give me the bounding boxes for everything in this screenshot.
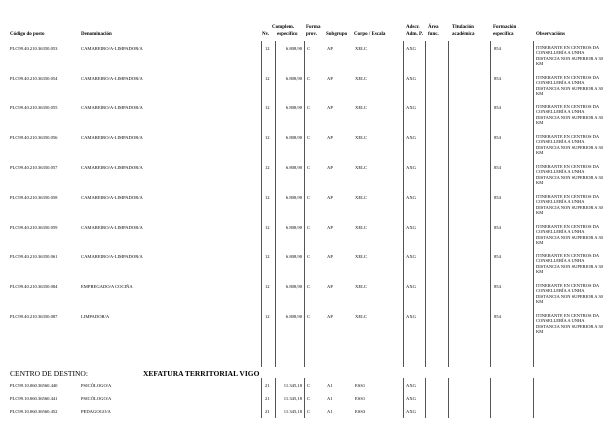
row-subgrupo: AP: [327, 105, 333, 110]
row-corpo: XELC: [355, 46, 367, 51]
destino-name: XEFATURA TERRITORIAL VIGO: [143, 369, 260, 378]
row-adscr: AXG: [406, 396, 416, 401]
row-level: 12: [265, 135, 270, 140]
row-forma: C: [307, 76, 311, 81]
row-forma: C: [307, 383, 311, 388]
header-complemento-1: Complem.: [272, 25, 295, 30]
row-amount: 11.345,18: [283, 383, 302, 388]
row-corpo: XELC: [355, 225, 367, 230]
row-adscr: AXG: [406, 225, 416, 230]
row-code: PLC99.40.210.36350.055: [10, 105, 58, 110]
row-formacion: 854: [494, 46, 501, 51]
row-adscr: AXG: [406, 284, 416, 289]
row-level: 12: [265, 165, 270, 170]
row-corpo: XELC: [355, 314, 367, 319]
row-amount: 6.808,90: [285, 135, 302, 140]
row-corpo: XELC: [355, 254, 367, 259]
column-divider: [533, 41, 534, 367]
row-adscr: AXG: [406, 409, 416, 414]
row-observacions: ITINERANTE EN CENTROS DA CONSELLERÍA A UNHA DISTANCIA NON SUPERIOR A 30 KM: [536, 104, 603, 125]
row-denomination: CAMAREIRO/A-LIMPADOR/A: [81, 195, 143, 200]
destino-label: CENTRO DE DESTINO:: [10, 369, 88, 378]
row-adscr: AXG: [406, 383, 416, 388]
row-corpo: XELC: [355, 135, 367, 140]
row-adscr: AXG: [406, 76, 416, 81]
row-corpo: XELC: [355, 165, 367, 170]
row-denomination: CAMAREIRO/A-LIMPADOR/A: [81, 254, 143, 259]
row-subgrupo: A1: [327, 383, 333, 388]
row-denomination: CAMAREIRO/A-LIMPADOR/A: [81, 105, 143, 110]
header-forma-1: Forma: [306, 25, 321, 30]
column-divider: [261, 378, 262, 418]
row-formacion: 854: [494, 254, 501, 259]
row-observacions: ITINERANTE EN CENTROS DA CONSELLERÍA A UNHA DISTANCIA NON SUPERIOR A 30 KM: [536, 224, 603, 245]
row-level: 21: [265, 409, 270, 414]
row-observacions: ITINERANTE EN CENTROS DA CONSELLERÍA A UNHA DISTANCIA NON SUPERIOR A 30 KM: [536, 75, 603, 96]
row-forma: C: [307, 195, 311, 200]
row-level: 12: [265, 225, 270, 230]
header-formacion-1: Formación: [493, 25, 517, 30]
row-amount: 6.808,90: [285, 314, 302, 319]
row-corpo: ESS1: [355, 383, 366, 388]
row-corpo: ESS1: [355, 396, 366, 401]
row-code: PLC99.40.210.36350.054: [10, 76, 58, 81]
row-level: 21: [265, 383, 270, 388]
row-subgrupo: A1: [327, 409, 333, 414]
row-denomination: CAMAREIRO/A-LIMPADOR/A: [81, 76, 143, 81]
column-divider: [490, 41, 491, 367]
row-denomination: EMPREGADO/A COCIÑA: [81, 284, 133, 289]
row-forma: C: [307, 135, 311, 140]
column-divider: [490, 378, 491, 418]
row-code: PLC99.10.060.36560.441: [10, 396, 58, 401]
row-forma: C: [307, 409, 311, 414]
column-divider: [304, 41, 305, 367]
row-adscr: AXG: [406, 46, 416, 51]
row-corpo: ESS3: [355, 409, 366, 414]
row-formacion: 854: [494, 195, 501, 200]
column-divider: [425, 41, 426, 367]
row-amount: 6.808,90: [285, 284, 302, 289]
row-corpo: XELC: [355, 105, 367, 110]
header-titulacion-2: académica: [452, 32, 475, 37]
row-forma: C: [307, 46, 311, 51]
header-adscr-2: Adm. P.: [406, 32, 423, 37]
row-observacions: ITINERANTE EN CENTROS DA CONSELLERÍA A UNHA DISTANCIA NON SUPERIOR A 30 KM: [536, 194, 603, 215]
row-subgrupo: AP: [327, 314, 333, 319]
row-denomination: PSICÓLOGO/A: [81, 396, 112, 401]
row-denomination: CAMAREIRO/A-LIMPADOR/A: [81, 165, 143, 170]
row-denomination: LIMPADOR/A: [81, 314, 110, 319]
row-denomination: PEDAGOGO/A: [81, 409, 111, 414]
row-code: PLC99.40.210.36350.059: [10, 225, 58, 230]
header-subgrupo: Subgrupo: [326, 32, 348, 37]
header-corpo: Corpo / Escala: [354, 32, 386, 37]
row-level: 12: [265, 254, 270, 259]
row-amount: 6.808,90: [285, 195, 302, 200]
row-corpo: XELC: [355, 195, 367, 200]
row-subgrupo: AP: [327, 135, 333, 140]
header-nivel: Nv.: [262, 32, 270, 37]
row-amount: 6.808,90: [285, 76, 302, 81]
column-divider: [425, 378, 426, 418]
row-formacion: 854: [494, 225, 501, 230]
column-divider: [403, 41, 404, 367]
row-amount: 11.345,18: [283, 409, 302, 414]
row-formacion: 854: [494, 76, 501, 81]
row-denomination: CAMAREIRO/A-LIMPADOR/A: [81, 46, 143, 51]
column-divider: [448, 378, 449, 418]
row-subgrupo: AP: [327, 195, 333, 200]
row-denomination: CAMAREIRO/A-LIMPADOR/A: [81, 135, 143, 140]
row-code: PLC99.40.210.36350.057: [10, 165, 58, 170]
row-subgrupo: AP: [327, 284, 333, 289]
row-forma: C: [307, 225, 311, 230]
row-observacions: ITINERANTE EN CENTROS DA CONSELLERÍA A UNHA DISTANCIA NON SUPERIOR A 30 KM: [536, 253, 603, 274]
row-adscr: AXG: [406, 105, 416, 110]
row-level: 12: [265, 105, 270, 110]
row-level: 21: [265, 396, 270, 401]
row-formacion: 854: [494, 284, 501, 289]
row-adscr: AXG: [406, 135, 416, 140]
row-code: PLC99.40.210.36350.056: [10, 135, 58, 140]
column-divider: [403, 378, 404, 418]
row-observacions: ITINERANTE EN CENTROS DA CONSELLERÍA A UNHA DISTANCIA NON SUPERIOR A 30 KM: [536, 313, 603, 334]
header-adscr-1: Adscr.: [406, 25, 420, 30]
header-formacion-2: específica: [493, 32, 514, 37]
row-corpo: XELC: [355, 284, 367, 289]
row-subgrupo: AP: [327, 76, 333, 81]
column-divider: [261, 41, 262, 367]
row-adscr: AXG: [406, 195, 416, 200]
row-amount: 6.808,90: [285, 254, 302, 259]
row-level: 12: [265, 76, 270, 81]
row-observacions: ITINERANTE EN CENTROS DA CONSELLERÍA A UNHA DISTANCIA NON SUPERIOR A 30 KM: [536, 283, 603, 304]
row-adscr: AXG: [406, 254, 416, 259]
row-subgrupo: AP: [327, 225, 333, 230]
header-area-2: func.: [428, 32, 439, 37]
row-subgrupo: AP: [327, 46, 333, 51]
row-subgrupo: A1: [327, 396, 333, 401]
row-amount: 6.808,90: [285, 225, 302, 230]
header-complemento-2: específico: [277, 32, 298, 37]
column-divider: [533, 378, 534, 418]
row-forma: C: [307, 105, 311, 110]
row-formacion: 854: [494, 165, 501, 170]
row-forma: C: [307, 284, 311, 289]
row-forma: C: [307, 254, 311, 259]
row-amount: 6.808,90: [285, 46, 302, 51]
row-code: PLC99.40.210.36350.087: [10, 314, 58, 319]
row-level: 12: [265, 314, 270, 319]
row-observacions: ITINERANTE EN CENTROS DA CONSELLERÍA A UNHA DISTANCIA NON SUPERIOR A 30 KM: [536, 45, 603, 66]
row-level: 12: [265, 195, 270, 200]
row-code: PLC99.40.210.36350.084: [10, 284, 58, 289]
row-code: PLC99.10.060.36560.440: [10, 383, 58, 388]
row-level: 12: [265, 284, 270, 289]
row-forma: C: [307, 165, 311, 170]
column-divider: [448, 41, 449, 367]
header-forma-2: prov.: [306, 32, 317, 37]
row-level: 12: [265, 46, 270, 51]
row-formacion: 854: [494, 135, 501, 140]
header-observacions: Observacións: [536, 32, 565, 37]
header-titulacion-1: Titulación: [452, 25, 474, 30]
row-denomination: CAMAREIRO/A-LIMPADOR/A: [81, 225, 143, 230]
row-observacions: ITINERANTE EN CENTROS DA CONSELLERÍA A UNHA DISTANCIA NON SUPERIOR A 30 KM: [536, 134, 603, 155]
row-corpo: XELC: [355, 76, 367, 81]
row-code: PLC99.40.210.36350.061: [10, 254, 58, 259]
row-adscr: AXG: [406, 314, 416, 319]
row-forma: C: [307, 314, 311, 319]
row-observacions: ITINERANTE EN CENTROS DA CONSELLERÍA A UNHA DISTANCIA NON SUPERIOR A 30 KM: [536, 164, 603, 185]
column-divider: [304, 378, 305, 418]
row-code: PLC99.10.060.36560.452: [10, 409, 58, 414]
row-code: PLC99.40.210.36350.053: [10, 46, 58, 51]
row-amount: 6.808,90: [285, 165, 302, 170]
row-amount: 6.808,90: [285, 105, 302, 110]
header-codigo: Código do posto: [10, 32, 45, 37]
row-amount: 11.345,18: [283, 396, 302, 401]
row-subgrupo: AP: [327, 254, 333, 259]
header-denominacion: Denominación: [81, 32, 112, 37]
row-denomination: PSICÓLOGO/A: [81, 383, 112, 388]
header-area-1: Área: [428, 25, 439, 30]
row-formacion: 854: [494, 105, 501, 110]
row-adscr: AXG: [406, 165, 416, 170]
row-formacion: 854: [494, 314, 501, 319]
row-code: PLC99.40.210.36350.058: [10, 195, 58, 200]
row-subgrupo: AP: [327, 165, 333, 170]
row-forma: C: [307, 396, 311, 401]
